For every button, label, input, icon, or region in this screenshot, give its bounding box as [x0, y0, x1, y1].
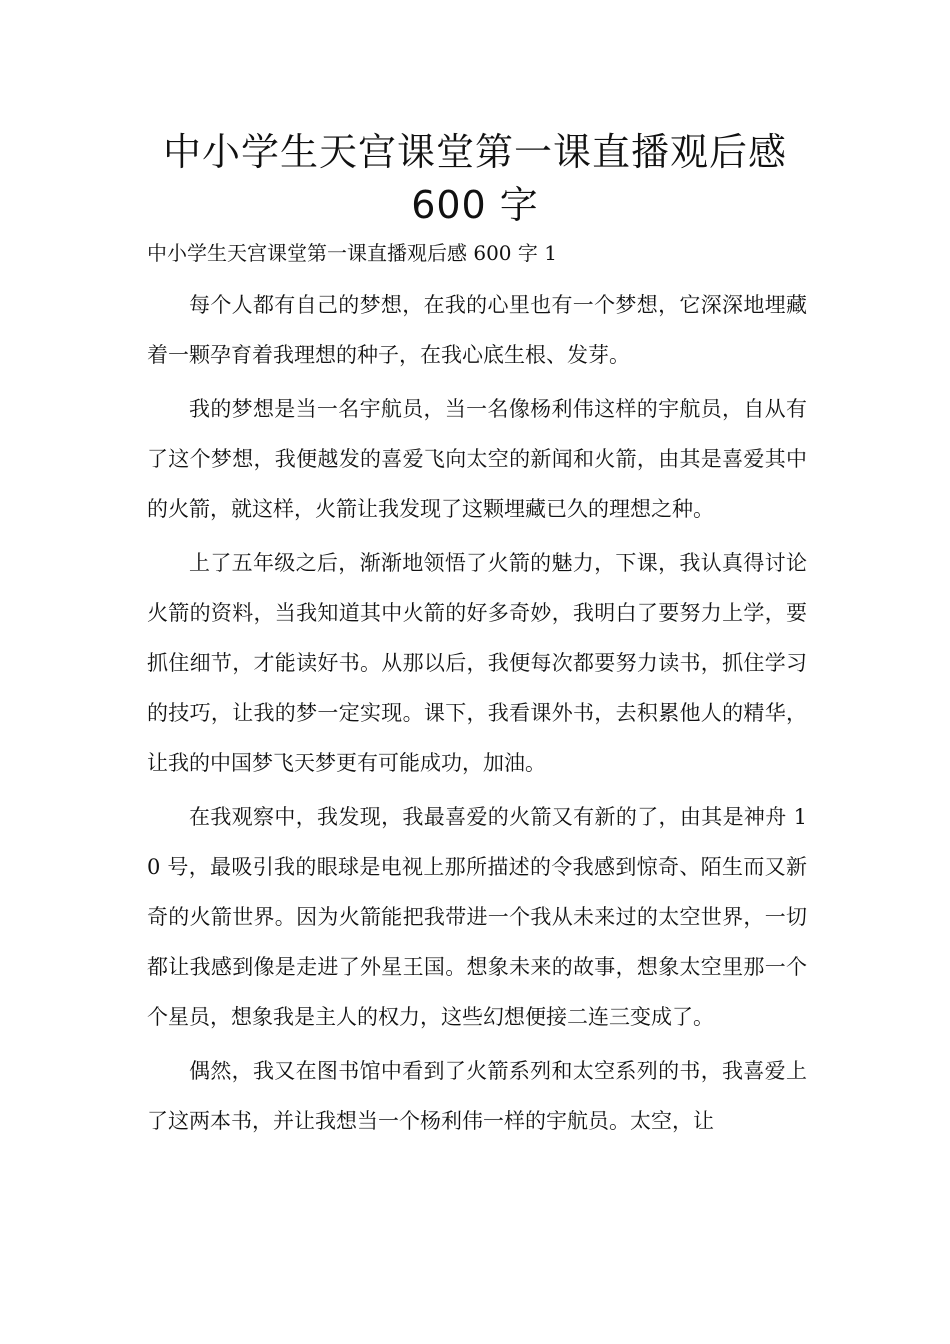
- paragraph: 偶然，我又在图书馆中看到了火箭系列和太空系列的书，我喜爱上了这两本书，并让我想当一个杨利伟一样的宇航员。太空，让: [147, 1059, 807, 1133]
- paragraph: 上了五年级之后，渐渐地领悟了火箭的魅力，下课，我认真得讨论火箭的资料，当我知道其中火箭的好多奇妙，我明白了要努力上学，要抓住细节，才能读好书。从那以后，我便每次都要努力读书，抓住学习的技巧，让我的梦一定实现。课下，我看课外书，去积累他人的精华，让我的中国梦飞天梦更有可能成功，加油。: [147, 551, 807, 775]
- document-title: 中小学生天宫课堂第一课直播观后感: [162, 130, 787, 174]
- essay-subheading: 中小学生天宫课堂第一课直播观后感 600 字 1: [147, 241, 557, 265]
- document-title-continued: 600 字: [411, 183, 539, 227]
- paragraph: 每个人都有自己的梦想，在我的心里也有一个梦想，它深深地埋藏着一颗孕育着我理想的种子，在我心底生根、发芽。: [147, 293, 807, 367]
- paragraph: 我的梦想是当一名宇航员，当一名像杨利伟这样的宇航员，自从有了这个梦想，我便越发的喜爱飞向太空的新闻和火箭，由其是喜爱其中的火箭，就这样，火箭让我发现了这颗埋藏已久的理想之种。: [147, 397, 807, 521]
- essay-body: [147, 280, 807, 1148]
- paragraph: 在我观察中，我发现，我最喜爱的火箭又有新的了，由其是神舟 10 号，最吸引我的眼球是电视上那所描述的令我感到惊奇、陌生而又新奇的火箭世界。因为火箭能把我带进一个我从未来过的太空世界，一切都让我感到像是走进了外星王国。想象未来的故事，想象太空里那一个个星员，想象我是主人的权力，这些幻想便接二连三变成了。: [147, 805, 807, 1029]
